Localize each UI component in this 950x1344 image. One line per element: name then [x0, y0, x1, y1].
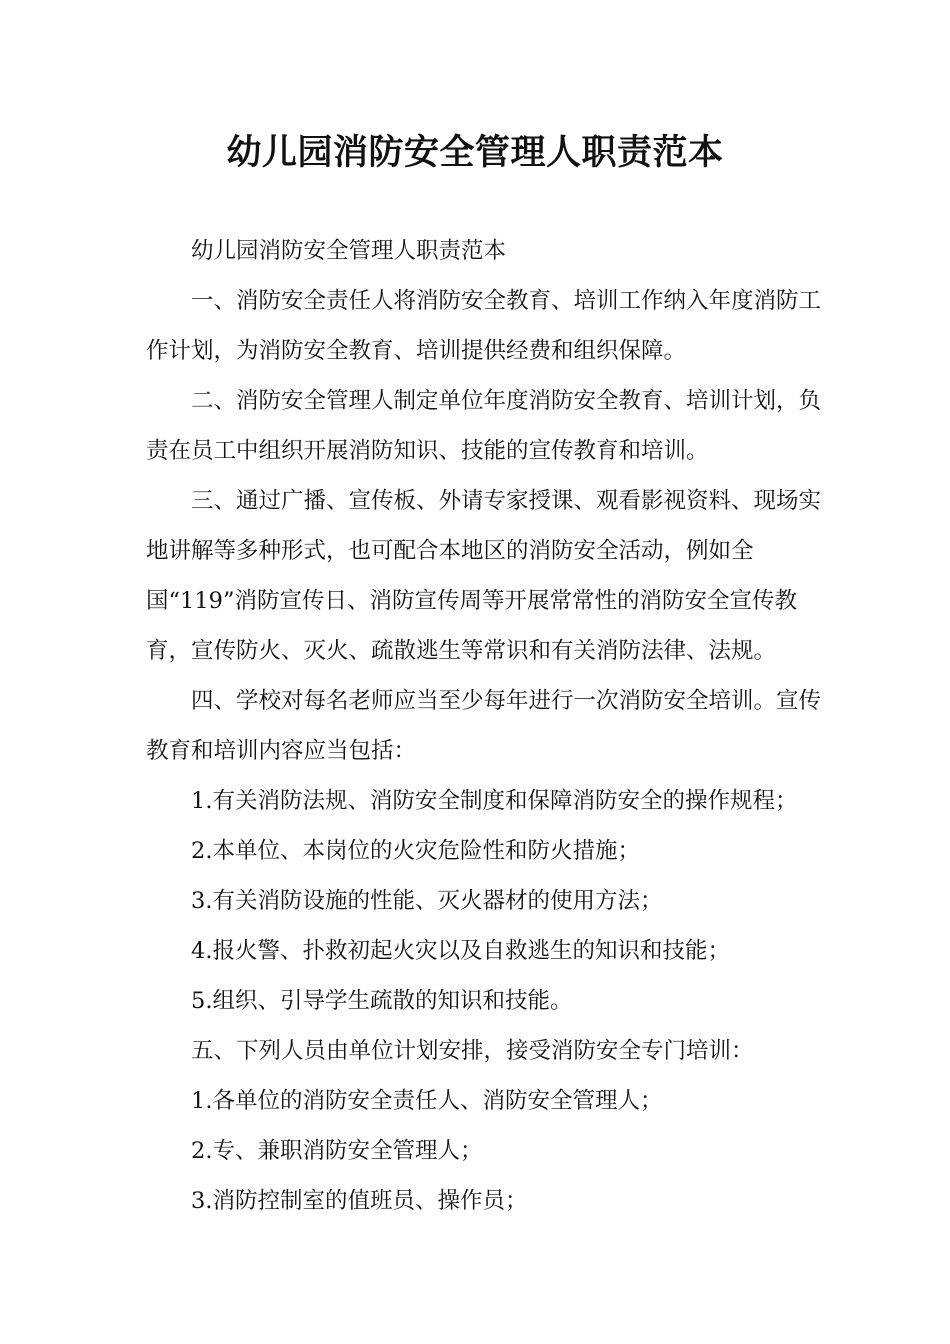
paragraph-section-1: 一、消防安全责任人将消防安全教育、培训工作纳入年度消防工作计划，为消防安全教育、培训提供经费和组织保障。: [146, 288, 822, 364]
paragraph-section-4: 四、学校对每名老师应当至少每年进行一次消防安全培训。宣传教育和培训内容应当包括：: [146, 688, 822, 764]
paragraph-section-3: 三、通过广播、宣传板、外请专家授课、观看影视资料、现场实地讲解等多种形式，也可配合本地区的消防安全活动，例如全国“119”消防宣传日、消防宣传周等开展常常性的消防安全宣传教育，宣传防火、灭火、疏散逃生等常识和有关消防法律、法规。: [146, 488, 822, 664]
list-item: 3.有关消防设施的性能、灭火器材的使用方法；: [191, 888, 663, 914]
list-item: 5.组织、引导学生疏散的知识和技能。: [191, 988, 573, 1014]
paragraph-subtitle: 幼儿园消防安全管理人职责范本: [191, 238, 507, 264]
list-item: 2.本单位、本岗位的火灾危险性和防火措施；: [191, 838, 640, 864]
list-item: 2.专、兼职消防安全管理人；: [191, 1138, 483, 1164]
list-item: 1.各单位的消防安全责任人、消防安全管理人；: [191, 1088, 663, 1114]
paragraph-section-5: 五、下列人员由单位计划安排，接受消防安全专门培训：: [191, 1038, 754, 1064]
list-item: 4.报火警、扑救初起火灾以及自救逃生的知识和技能；: [191, 938, 730, 964]
document-body: [146, 226, 822, 1226]
paragraph-section-2: 二、消防安全管理人制定单位年度消防安全教育、培训计划，负责在员工中组织开展消防知识、技能的宣传教育和培训。: [146, 388, 822, 464]
list-item: 1.有关消防法规、消防安全制度和保障消防安全的操作规程；: [191, 788, 798, 814]
document-title: 幼儿园消防安全管理人职责范本: [226, 133, 724, 173]
list-item: 3.消防控制室的值班员、操作员；: [191, 1188, 528, 1214]
